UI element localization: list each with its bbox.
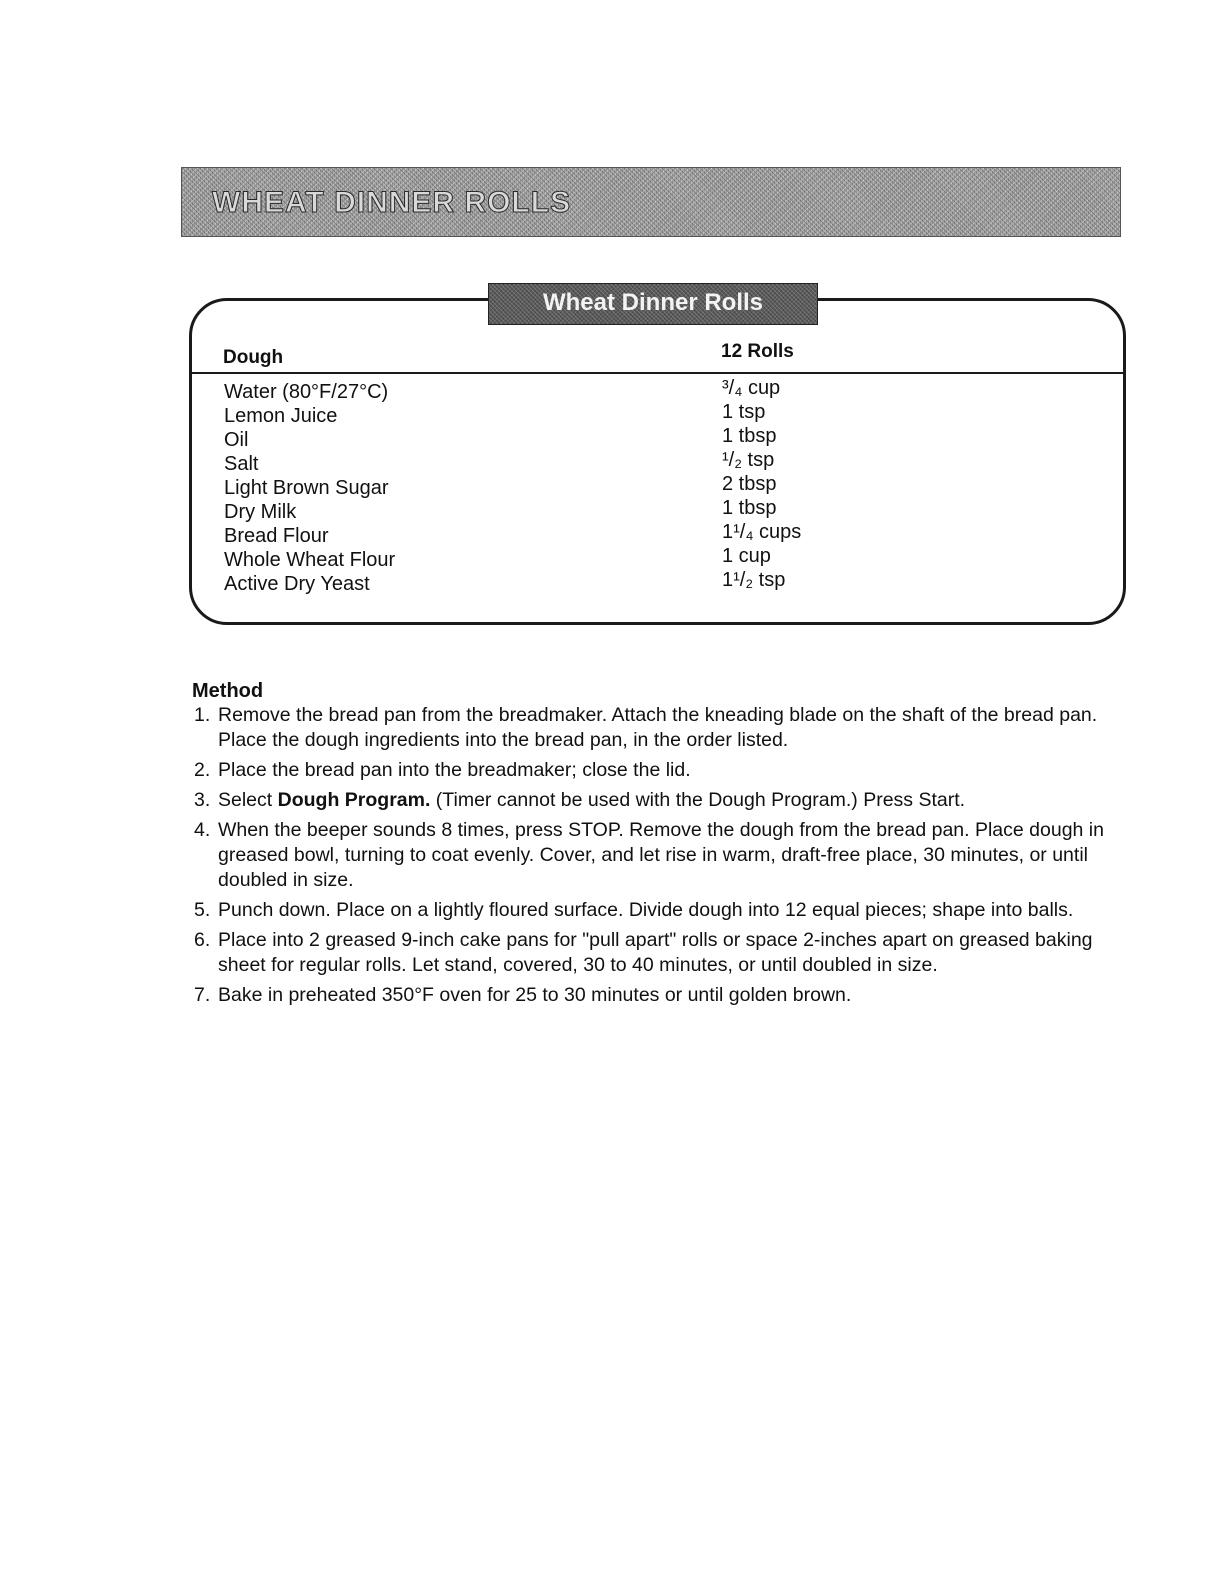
method-step xyxy=(194,983,1114,1008)
ingredient-name: Active Dry Yeast xyxy=(224,573,370,595)
step-text: Place into 2 greased 9-inch cake pans for "pull apart" rolls or space 2-inches apart on greased baking sheet for regular rolls. Let stand, covered, 30 to 40 minutes, or until doubled in size. xyxy=(218,929,1093,976)
step-number: 7. xyxy=(194,984,211,1006)
ingredient-amount: 1 cup xyxy=(722,545,771,567)
ingredient-name: Bread Flour xyxy=(224,525,329,547)
step-text: Punch down. Place on a lightly floured surface. Divide dough into 12 equal pieces; shape into balls. xyxy=(218,899,1074,921)
ingredient-name: Light Brown Sugar xyxy=(224,477,389,499)
yield-column-header: 12 Rolls xyxy=(721,341,794,362)
method-heading: Method xyxy=(192,680,264,702)
step-number: 3. xyxy=(194,789,211,811)
method-step xyxy=(194,788,1114,813)
ingredient-amount: 1¹/₂ tsp xyxy=(722,569,786,591)
method-step xyxy=(194,818,1114,893)
ingredient-name: Oil xyxy=(224,429,249,451)
ingredient-name: Salt xyxy=(224,453,259,475)
ingredient-name: Water (80°F/27°C) xyxy=(224,381,389,403)
ingredient-amount: ¹/₂ tsp xyxy=(722,449,775,471)
method-step xyxy=(194,703,1114,753)
ingredient-amount: 1 tsp xyxy=(722,401,766,423)
step-text: Remove the bread pan from the breadmaker. Attach the kneading blade on the shaft of the bread pan. Place the dough ingredients into the bread pan, in the order listed. xyxy=(218,704,1098,751)
ingredient-amount: 1¹/₄ cups xyxy=(722,521,802,543)
method-step xyxy=(194,898,1114,923)
page-banner xyxy=(181,167,1121,237)
step-text-before: Select xyxy=(218,789,278,811)
step-text-after: (Timer cannot be used with the Dough Program.) Press Start. xyxy=(430,789,966,811)
ingredient-amount: 2 tbsp xyxy=(722,473,777,495)
ingredient-name: Lemon Juice xyxy=(224,405,338,427)
banner-title: WHEAT DINNER ROLLS xyxy=(212,186,572,219)
step-number: 1. xyxy=(194,704,211,726)
ingredient-amount: 1 tbsp xyxy=(722,497,777,519)
step-text: Bake in preheated 350°F oven for 25 to 30 minutes or until golden brown. xyxy=(218,984,852,1006)
recipe-box-tab xyxy=(488,283,818,325)
method-step xyxy=(194,758,1114,783)
ingredient-name: Dry Milk xyxy=(224,501,297,523)
step-number: 5. xyxy=(194,899,211,921)
step-number: 6. xyxy=(194,929,211,951)
dough-column-header: Dough xyxy=(223,347,284,368)
ingredient-name: Whole Wheat Flour xyxy=(224,549,396,571)
step-text: Place the bread pan into the breadmaker; close the lid. xyxy=(218,759,691,781)
ingredient-amount: 1 tbsp xyxy=(722,425,777,447)
ingredient-name-list xyxy=(224,380,395,596)
method-step xyxy=(194,928,1114,978)
header-divider xyxy=(192,372,1123,374)
step-text: When the beeper sounds 8 times, press STOP. Remove the dough from the bread pan. Place dough in greased bowl, turning to coat evenly. Cover, and let rise in warm, draft-free place, 30 minutes, or until doubled in size. xyxy=(218,819,1104,891)
step-program-name: Dough Program. xyxy=(277,789,431,811)
step-number: 4. xyxy=(194,819,211,841)
ingredient-amount: ³/₄ cup xyxy=(722,377,781,399)
recipe-box-title: Wheat Dinner Rolls xyxy=(542,289,764,316)
method-steps xyxy=(194,703,1114,1013)
ingredient-amount-list xyxy=(722,376,801,592)
step-number: 2. xyxy=(194,759,211,781)
